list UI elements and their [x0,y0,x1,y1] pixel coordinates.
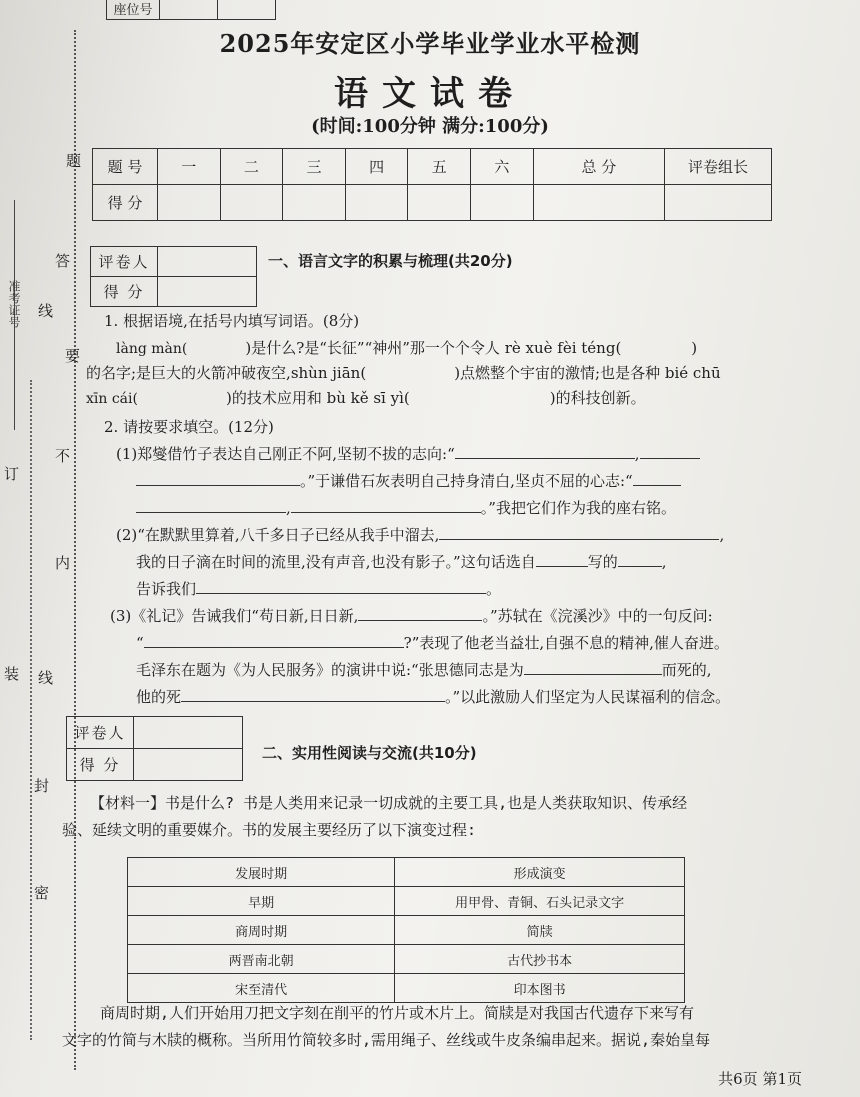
subject-title: 语文试卷 [334,74,526,114]
text: 的名字;是巨大的火箭冲破夜空,shùn jiān( [86,364,367,382]
pinyin: xīn cái( [86,391,138,407]
table-row [128,916,685,945]
grader-box [90,246,257,307]
table-cell: 五 [408,149,471,185]
binding-char: 线 [38,669,54,687]
binding-char: 内 [55,554,71,572]
grader-label: 评卷人 [67,717,134,749]
table-cell: 六 [471,149,534,185]
seat-number-box [106,0,276,20]
answer-blank[interactable] [144,633,404,648]
table-cell: 古代抄书本 [395,945,685,974]
table-cell: 三 [283,149,346,185]
table-cell: 一 [158,149,221,185]
answer-blank[interactable] [536,552,588,567]
answer-blank[interactable] [358,606,482,621]
section-title: 一、语言文字的积累与梳理(共20分) [268,252,513,270]
question-2-3-line [136,659,712,680]
text: 他的死 [136,688,182,706]
table-cell: 宋至清代 [128,974,395,1003]
table-cell: 四 [345,149,408,185]
table-cell: 题 号 [93,149,158,185]
question-2-3-line [136,686,730,707]
text: 。”我把它们作为我的座右铭。 [480,499,676,517]
material-paragraph: 文字的竹简与木牍的概称。当所用竹简较多时,需用绳子、丝线或牛皮条编串起来。据说,秦始皇每 [62,1031,711,1049]
text: )的技术应用和 bù kě sī yì( [225,389,410,407]
score-input-cell[interactable] [220,185,283,221]
score-label: 得 分 [67,749,134,781]
table-cell: 早期 [128,887,395,916]
score-label: 得 分 [91,277,158,307]
question-2-2 [116,524,724,545]
binding-char: 题 [66,152,82,170]
table-row [93,149,772,185]
question-1: 1. 根据语境,在括号内填写词语。(8分) [104,312,360,330]
text: , [719,526,725,544]
text: , [286,499,291,517]
answer-blank[interactable] [196,579,486,594]
material-paragraph: 验、延续文明的重要媒介。书的发展主要经历了以下演变过程: [62,821,477,839]
answer-blank[interactable] [633,471,681,486]
section-title: 二、实用性阅读与交流(共10分) [262,744,477,762]
material-paragraph: 【材料一】书是什么? 书是人类用来记录一切成就的主要工具,也是人类获取知识、传承经 [90,794,688,812]
question-2-1-line [136,497,676,518]
text: 而死的, [661,661,712,679]
pinyin: làng màn( [116,341,188,357]
seat-number-label: 座位号 [107,0,160,19]
question-2-2-line [136,551,667,572]
table-row [128,887,685,916]
exam-meta: (时间:100分钟 满分:100分) [311,116,549,137]
binding-char: 答 [55,252,71,270]
table-cell: 评卷组长 [665,149,772,185]
text: (3)《礼记》告诫我们“苟日新,日日新, [110,607,359,625]
score-input-cell[interactable] [408,185,471,221]
score-input-cell[interactable] [471,185,534,221]
score-input-cell[interactable] [283,185,346,221]
answer-blank[interactable] [136,471,300,486]
answer-blank[interactable] [181,687,445,702]
text: (2)“在默默里算着,八千多日子已经从我手中溜去, [116,526,440,544]
text: “ [136,634,144,652]
table-cell: 用甲骨、青铜、石头记录文字 [395,887,685,916]
exam-title: 2025年安定区小学毕业学业水平检测 [219,29,641,58]
answer-blank[interactable] [291,498,481,513]
grader-box [66,716,243,781]
answer-blank[interactable] [439,525,719,540]
answer-blank[interactable] [136,498,286,513]
table-cell: 两晋南北朝 [128,945,395,974]
binding-line-outer [30,380,32,1040]
table-row [128,974,685,1003]
text: , [661,553,667,571]
score-input-cell[interactable] [345,185,408,221]
table-header: 形成演变 [395,858,685,887]
text: )是什么?是“长征”“神州”那一个个令人 rè xuè fèi téng( [245,339,622,357]
binding-char: 订 [4,465,20,483]
table-cell: 总 分 [533,149,664,185]
binding-char: 要 [65,347,81,365]
score-table [92,148,772,221]
text: (1)郑燮借竹子表达自己刚正不阿,坚韧不拔的志向:“ [116,445,455,463]
text: )的科技创新。 [549,389,646,407]
text: 。 [486,580,502,598]
text: ) [691,339,698,357]
score-input[interactable] [158,277,257,307]
text: ?”表现了他老当益壮,自强不息的精神,催人奋进。 [403,634,729,652]
table-cell: 印本图书 [395,974,685,1003]
text: 告诉我们 [136,580,197,598]
text: 。”于谦借石灰表明自己持身清白,坚贞不屈的心志:“ [300,472,633,490]
text: 写的 [587,553,618,571]
answer-blank[interactable] [455,444,635,459]
question-2-2-line [136,578,501,599]
page-number: 共6页 第1页 [718,1070,802,1088]
text: 我的日子滴在时间的流里,没有声音,也没有影子。”这句话选自 [136,553,536,571]
binding-char: 密 [34,884,50,902]
binding-char: 不 [55,447,71,465]
exam-number-label: 准考证号 [7,280,21,328]
answer-blank[interactable] [524,660,662,675]
material-paragraph: 商周时期,人们开始用刀把文字刻在削平的竹片或木片上。简牍是对我国古代遗存下来写有 [100,1004,695,1022]
score-input[interactable] [134,749,243,781]
answer-blank[interactable] [618,552,662,567]
text: 毛泽东在题为《为人民服务》的演讲中说:“张思德同志是为 [136,661,524,679]
binding-char: 线 [38,302,54,320]
binding-char: 封 [34,777,50,795]
score-input-cell[interactable] [533,185,664,221]
table-header: 发展时期 [128,858,395,887]
table-cell: 得 分 [93,185,158,221]
grader-input[interactable] [134,717,243,749]
table-row [93,185,772,221]
evolution-table [127,857,685,1003]
answer-blank[interactable] [640,444,700,459]
question-2-1-line [136,470,681,491]
table-cell: 简牍 [395,916,685,945]
question-1-line [86,387,646,408]
binding-line [74,30,76,1070]
question-1-line [86,362,721,383]
grader-label: 评卷人 [91,247,158,277]
question-1-line [116,337,697,358]
question-2-3 [110,605,713,626]
table-row [128,858,685,887]
grader-input[interactable] [158,247,257,277]
score-input-cell[interactable] [665,185,772,221]
binding-char: 装 [4,665,20,683]
seat-number-cell [160,0,218,19]
question-2-3-line [136,632,729,653]
seat-number-cell [218,0,275,19]
question-2: 2. 请按要求填空。(12分) [104,418,274,436]
text: )点燃整个宇宙的激情;也是各种 bié chū [454,364,721,382]
table-cell: 二 [220,149,283,185]
table-row [128,945,685,974]
text: , [634,445,640,463]
text: 。”苏轼在《浣溪沙》中的一句反问: [482,607,713,625]
score-input-cell[interactable] [158,185,221,221]
question-2-1 [116,443,700,464]
text: 。”以此激励人们坚定为人民谋福利的信念。 [445,688,731,706]
table-cell: 商周时期 [128,916,395,945]
